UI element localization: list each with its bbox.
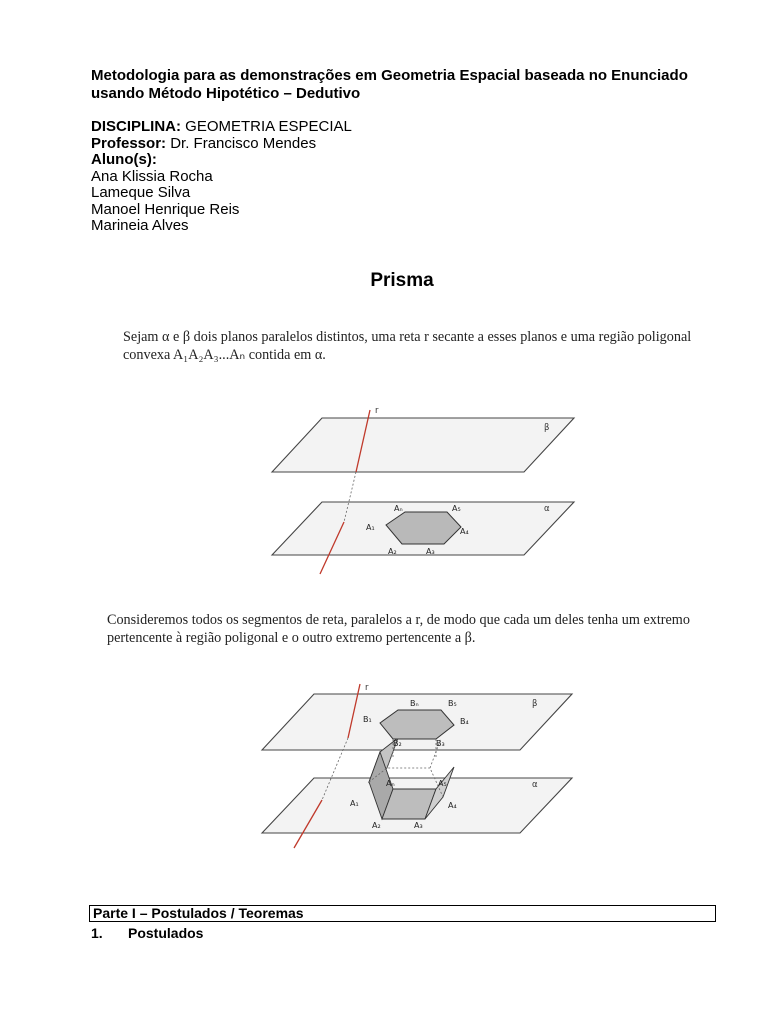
paragraph-definition [123,329,743,364]
list-number: 1. [91,925,103,941]
paragraph-line: convexa A₁A₂A₃...Aₙ contida em α. [123,346,326,363]
paragraph-line: Sejam α e β dois planos paralelos distintos, uma reta r secante a esses planos e uma região poligonal [123,329,692,345]
document-meta [91,119,352,235]
label-beta: β [532,699,538,709]
aluno-name: Lameque Silva [91,184,191,201]
part-heading-box: Parte I – Postulados / Teoremas [89,905,716,922]
disciplina-label: DISCIPLINA: [91,118,181,135]
figure-planes-polygon [262,402,582,577]
disciplina-value: GEOMETRIA ESPECIAL [185,118,352,135]
section-title: Prisma [370,270,434,291]
label-point: A₃ [414,821,423,830]
label-point: A₅ [438,779,447,788]
paragraph-line: pertencente à região poligonal e o outro extremo pertencente a β. [107,629,476,646]
aluno-name: Ana Klissia Rocha [91,167,213,185]
label-point: B₁ [363,715,372,724]
label-point: B₅ [448,699,457,708]
professor-value: Dr. Francisco Mendes [170,134,317,152]
label-alpha: α [532,780,538,790]
list-item-postulados [91,925,203,941]
label-point: B₂ [393,739,402,748]
paragraph-construction [107,612,727,647]
label-point: A₂ [372,821,381,830]
label-r: r [375,406,379,416]
label-point: A₅ [452,504,461,513]
label-point: Aₙ [386,779,395,788]
label-point: Bₙ [410,699,419,708]
alunos-line [91,152,352,169]
label-point: A₄ [448,801,457,810]
paragraph-line: Consideremos todos os segmentos de reta, paralelos a r, de modo que cada um deles tenha um extremo [107,612,690,628]
label-point: Aₙ [394,504,403,513]
document-title: Metodologia para as demonstrações em Geometria Espacial baseada no Enunciado usando Método Hipotético – Dedutivo [91,67,688,102]
label-point: A₂ [388,547,397,556]
label-alpha: α [544,504,550,514]
disciplina-line [91,119,352,136]
aluno-name: Marineia Alves [91,217,189,234]
label-beta: β [544,423,550,433]
professor-line [91,136,352,153]
label-point: A₄ [460,527,469,536]
label-point: B₃ [436,739,445,748]
label-point: A₃ [426,547,435,556]
plane-beta [272,418,574,472]
label-r: r [365,683,369,693]
label-point: B₄ [460,717,469,726]
list-label: Postulados [128,925,204,941]
label-point: A₁ [366,523,375,532]
label-point: A₁ [350,799,359,808]
figure-prism [256,680,576,855]
alunos-label: Aluno(s): [91,151,157,168]
professor-label: Professor: [91,134,167,152]
aluno-name: Manoel Henrique Reis [91,200,240,218]
